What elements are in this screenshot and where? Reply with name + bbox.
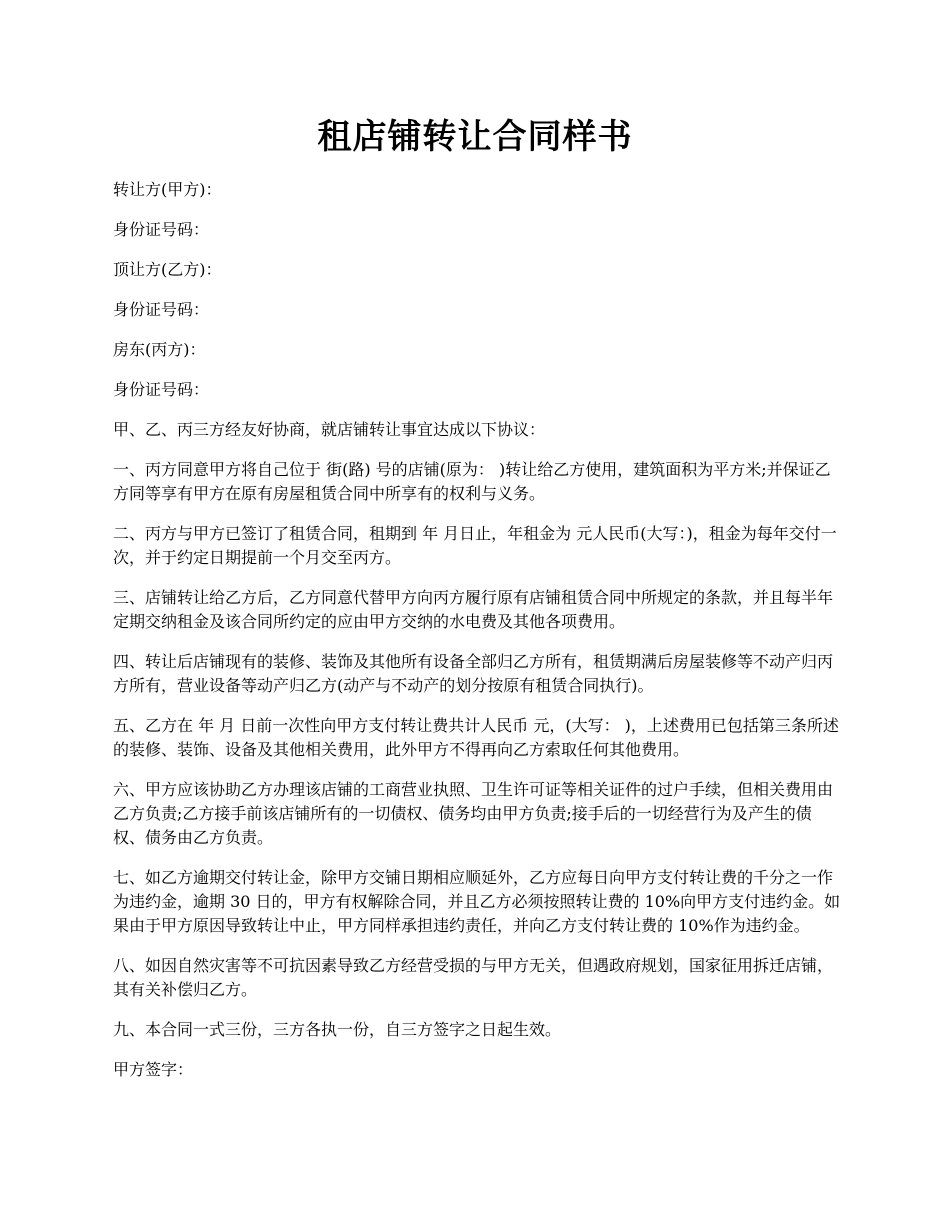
document-body: [113, 178, 843, 1098]
landlord-id-field: 身份证号码：: [113, 380, 210, 399]
transferee-id-field: 身份证号码：: [113, 300, 210, 319]
clause-4: 四、转让后店铺现有的装修、装饰及其他所有设备全部归乙方所有，租赁期满后房屋装修等不动产归丙方所有，营业设备等动产归乙方(动产与不动产的划分按原有租赁合同执行)。: [113, 652, 834, 695]
document-title: 租店铺转让合同样书: [317, 117, 633, 157]
transferor-id-field: 身份证号码：: [113, 220, 210, 239]
clause-9: 九、本合同一式三份，三方各执一份，自三方签字之日起生效。: [113, 1020, 562, 1039]
clause-2: 二、丙方与甲方已签订了租赁合同，租期到 年 月日止，年租金为 元人民币(大写：)，租金为每年交付一次，并于约定日期提前一个月交至丙方。: [113, 524, 837, 567]
clause-3: 三、店铺转让给乙方后，乙方同意代替甲方向丙方履行原有店铺租赁合同中所规定的条款，并且每半年定期交纳租金及该合同所约定的应由甲方交纳的水电费及其他各项费用。: [113, 588, 834, 631]
clause-7: 七、如乙方逾期交付转让金，除甲方交铺日期相应顺延外，乙方应每日向甲方支付转让费的千分之一作为违约金，逾期 30 日的，甲方有权解除合同，并且乙方必须按照转让费的 10%向甲方支付违约金。如果由于甲方原因导致转让中止，甲方同样承担违约责任，并向乙方支付转让费的 10%作为违约金。: [113, 868, 841, 935]
clause-6: 六、甲方应该协助乙方办理该店铺的工商营业执照、卫生许可证等相关证件的过户手续，但相关费用由乙方负责;乙方接手前该店铺所有的一切债权、债务均由甲方负责;接手后的一切经营行为及产生的债权、债务由乙方负责。: [113, 780, 834, 847]
transferee-field: 顶让方(乙方)：: [113, 260, 222, 279]
clause-1: 一、丙方同意甲方将自己位于 街(路) 号的店铺(原为： )转让给乙方使用，建筑面积为平方米;并保证乙方同等享有甲方在原有房屋租赁合同中所享有的权利与义务。: [113, 460, 831, 503]
landlord-field: 房东(丙方)：: [113, 340, 206, 359]
clause-5: 五、乙方在 年 月 日前一次性向甲方支付转让费共计人民币 元，(大写： )，上述费用已包括第三条所述的装修、装饰、设备及其他相关费用，此外甲方不得再向乙方索取任何其他费用。: [113, 716, 839, 759]
clause-8: 八、如因自然灾害等不可抗因素导致乙方经营受损的与甲方无关，但遇政府规划，国家征用拆迁店铺，其有关补偿归乙方。: [113, 956, 834, 999]
intro-paragraph: 甲、乙、丙三方经友好协商，就店铺转让事宜达成以下协议：: [113, 420, 546, 439]
transferor-field: 转让方(甲方)：: [113, 180, 222, 199]
signature-line: 甲方签字：: [113, 1060, 194, 1079]
